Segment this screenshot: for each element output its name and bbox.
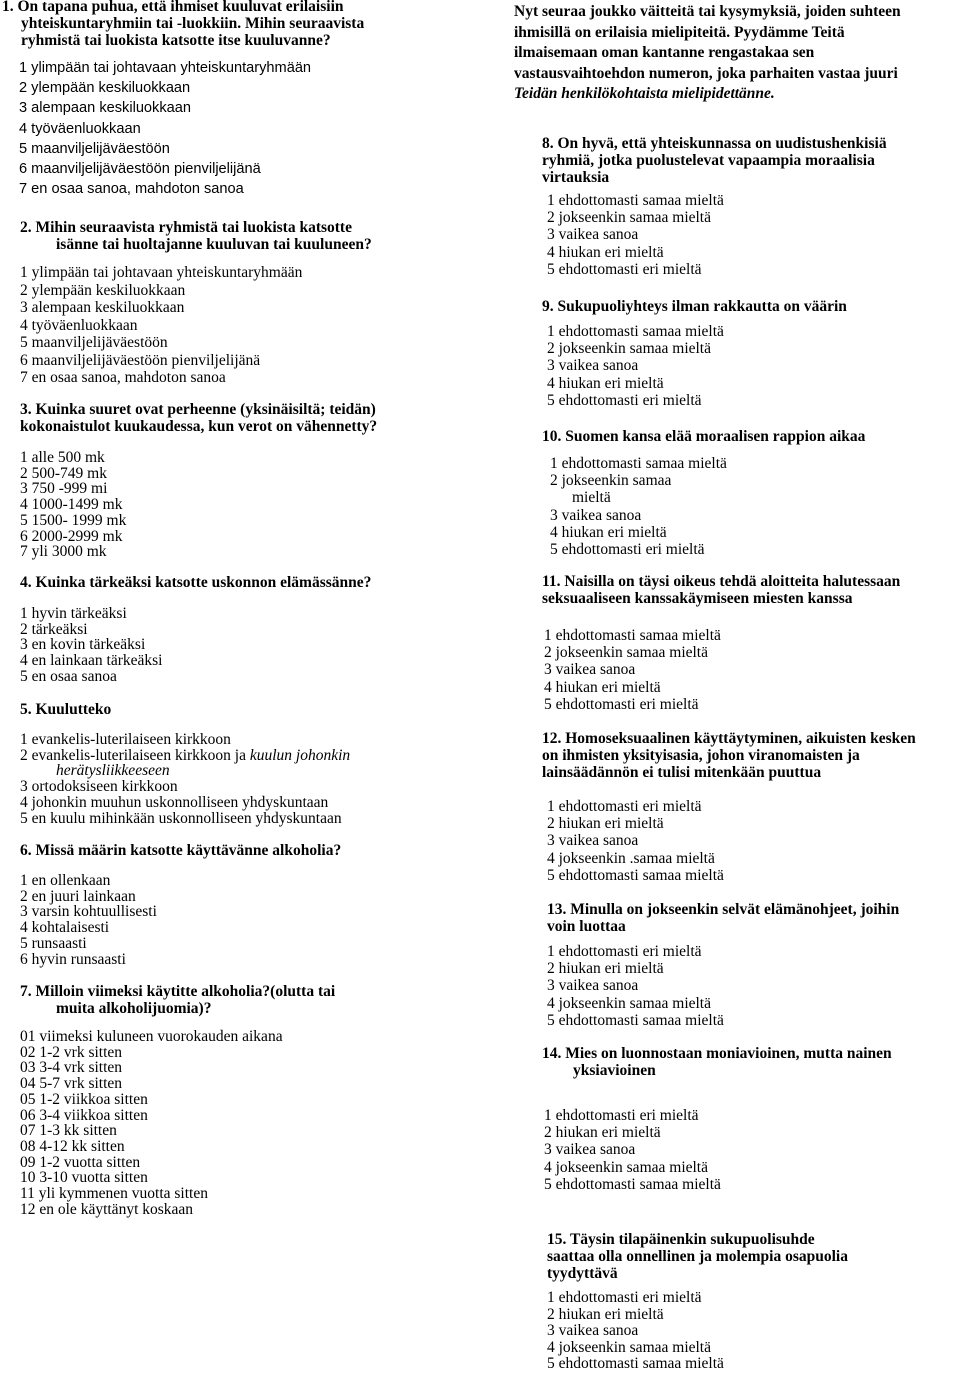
option[interactable]: 08 4-12 kk sitten bbox=[20, 1137, 125, 1155]
option[interactable]: 4 hiukan eri mieltä bbox=[550, 523, 667, 541]
question-11-title-line: 11. Naisilla on täysi oikeus tehdä aloitteita halutessaan bbox=[542, 573, 901, 590]
option[interactable]: 6 maanviljelijäväestöön pienviljelijänä bbox=[20, 351, 261, 369]
option[interactable]: 4 hiukan eri mieltä bbox=[547, 374, 664, 392]
question-5-options bbox=[20, 732, 350, 826]
option[interactable]: 2 en juuri lainkaan bbox=[20, 887, 136, 905]
question-14-options bbox=[544, 1107, 721, 1193]
question-6-options bbox=[20, 873, 157, 967]
option[interactable]: 1 ehdottomasti eri mieltä bbox=[547, 943, 702, 960]
question-15-title-line: 15. Täysin tilapäinenkin sukupuolisuhde bbox=[547, 1231, 815, 1248]
option[interactable]: 1 ehdottomasti samaa mieltä bbox=[547, 323, 724, 340]
instructions-line: ilmaisemaan oman kantanne rengastakaa sen bbox=[514, 44, 815, 61]
option-italic-text: kuulun johonkin bbox=[249, 746, 351, 764]
question-7-title-line: 7. Milloin viimeksi käytitte alkoholia?(olutta tai bbox=[20, 983, 336, 1000]
question-1-title-line: 1. On tapana puhua, että ihmiset kuuluvat erilaisiin bbox=[2, 0, 344, 15]
question-13-title-line: 13. Minulla on jokseenkin selvät elämänohjeet, joihin bbox=[547, 901, 900, 918]
option[interactable]: 1 ehdottomasti eri mieltä bbox=[544, 1107, 699, 1124]
option[interactable]: 1 ylimpään tai johtavaan yhteiskuntaryhmään bbox=[20, 264, 303, 281]
option[interactable]: 05 1-2 viikkoa sitten bbox=[20, 1090, 148, 1108]
option[interactable]: 3 ortodoksiseen kirkkoon bbox=[20, 778, 178, 796]
question-4-title-line: 4. Kuinka tärkeäksi katsotte uskonnon elämässänne? bbox=[20, 574, 372, 591]
option[interactable]: 4 johonkin muuhun uskonnolliseen yhdyskuntaan bbox=[20, 793, 329, 811]
option[interactable]: 7 en osaa sanoa, mahdoton sanoa bbox=[19, 181, 244, 198]
question-10-options bbox=[550, 455, 727, 558]
option[interactable]: 5 ehdottomasti samaa mieltä bbox=[547, 1355, 724, 1373]
question-1-title bbox=[2, 0, 364, 49]
option[interactable]: 11 yli kymmenen vuotta sitten bbox=[20, 1185, 208, 1203]
option[interactable]: 2 500-749 mk bbox=[20, 464, 107, 482]
option[interactable]: 2 hiukan eri mieltä bbox=[547, 815, 664, 833]
option[interactable]: 7 en osaa sanoa, mahdoton sanoa bbox=[20, 369, 226, 386]
instructions-line: vastausvaihtoehdon numeron, joka parhaiten vastaa juuri bbox=[514, 64, 898, 82]
option[interactable]: 2 ylempään keskiluokkaan bbox=[19, 80, 191, 97]
instructions-line: ihmisillä on erilaisia mielipiteitä. Pyydämme Teitä bbox=[514, 23, 845, 41]
option[interactable]: 02 1-2 vrk sitten bbox=[20, 1043, 123, 1061]
question-13-options bbox=[547, 943, 724, 1029]
option[interactable]: 5 en osaa sanoa bbox=[20, 667, 117, 685]
option-continuation: mieltä bbox=[572, 489, 611, 507]
option[interactable]: 5 ehdottomasti eri mieltä bbox=[547, 391, 702, 409]
option[interactable]: 2 hiukan eri mieltä bbox=[547, 1305, 664, 1323]
question-7-title-line: muita alkoholijuomia)? bbox=[56, 1000, 212, 1017]
question-8-options bbox=[547, 192, 724, 278]
option[interactable]: 1 en ollenkaan bbox=[20, 872, 111, 889]
option[interactable]: 1 evankelis-luterilaiseen kirkkoon bbox=[20, 731, 231, 748]
question-4-title bbox=[20, 574, 371, 591]
option[interactable]: 3 en kovin tärkeäksi bbox=[20, 636, 146, 654]
option[interactable]: 5 ehdottomasti eri mieltä bbox=[544, 695, 699, 713]
question-13-title bbox=[547, 901, 899, 935]
question-1-title-line: yhteiskuntaryhmiin tai -luokkiin. Mihin seuraavista bbox=[21, 15, 365, 32]
option[interactable]: 2 hiukan eri mieltä bbox=[547, 960, 664, 978]
option[interactable]: 4 hiukan eri mieltä bbox=[547, 243, 664, 261]
question-10-title bbox=[542, 428, 865, 445]
question-4-options bbox=[20, 606, 162, 685]
option[interactable]: 2 hiukan eri mieltä bbox=[544, 1124, 661, 1142]
option[interactable]: 5 ehdottomasti samaa mieltä bbox=[547, 1011, 724, 1029]
option[interactable]: 1 ehdottomasti samaa mieltä bbox=[547, 192, 724, 209]
option[interactable]: 2 jokseenkin samaa mieltä bbox=[544, 644, 708, 662]
option[interactable]: 4 jokseenkin .samaa mieltä bbox=[547, 849, 715, 867]
option[interactable]: 01 viimeksi kuluneen vuorokauden aikana bbox=[20, 1028, 283, 1045]
option[interactable]: 4 1000-1499 mk bbox=[20, 496, 123, 514]
question-3-title bbox=[20, 401, 377, 435]
question-14-title bbox=[542, 1045, 892, 1079]
option[interactable]: 4 työväenluokkaan bbox=[20, 316, 138, 334]
option[interactable]: 4 jokseenkin samaa mieltä bbox=[547, 994, 711, 1012]
question-14-title-line: yksiavioinen bbox=[573, 1062, 656, 1079]
option[interactable] bbox=[20, 748, 350, 764]
question-8-title-line: ryhmiä, jotka puolustelevat vapaampia moraalisia bbox=[542, 152, 875, 169]
option[interactable]: 6 hyvin runsaasti bbox=[20, 950, 126, 968]
option[interactable]: 7 yli 3000 mk bbox=[20, 543, 107, 561]
question-2-title-line: 2. Mihin seuraavista ryhmistä tai luokista katsotte bbox=[20, 219, 352, 236]
question-6-title-line: 6. Missä määrin katsotte käyttävänne alkoholia? bbox=[20, 842, 342, 859]
option[interactable]: 5 ehdottomasti samaa mieltä bbox=[544, 1175, 721, 1193]
question-1-options bbox=[19, 58, 311, 199]
option[interactable]: 1 hyvin tärkeäksi bbox=[20, 605, 127, 622]
option[interactable]: 6 maanviljelijäväestöön pienviljelijänä bbox=[19, 161, 261, 178]
instructions-line: Nyt seuraa joukko väitteitä tai kysymyksiä, joiden suhteen bbox=[514, 3, 901, 20]
option[interactable]: 4 jokseenkin samaa mieltä bbox=[544, 1158, 708, 1176]
question-7-options bbox=[20, 1029, 283, 1217]
option-text: 2 evankelis-luterilaiseen kirkkoon ja bbox=[20, 746, 246, 764]
option[interactable]: 1 ehdottomasti samaa mieltä bbox=[544, 627, 721, 644]
question-1-title-line: ryhmistä tai luokista katsotte itse kuuluvanne? bbox=[21, 32, 331, 49]
question-12-title-line: on ihmisten yksityisasia, johon viranomaisten ja bbox=[542, 747, 860, 764]
option[interactable]: 3 alempaan keskiluokkaan bbox=[19, 100, 191, 117]
instructions-line: Teidän henkilökohtaista mielipidettänne. bbox=[514, 85, 775, 102]
option[interactable]: 6 2000-2999 mk bbox=[20, 527, 123, 545]
option[interactable]: 4 jokseenkin samaa mieltä bbox=[547, 1338, 711, 1356]
question-9-options bbox=[547, 323, 724, 409]
question-2-options bbox=[20, 264, 302, 387]
option-continuation: herätysliikkeeseen bbox=[56, 762, 170, 780]
question-12-options bbox=[547, 798, 724, 884]
option[interactable]: 5 maanviljelijäväestöön bbox=[20, 334, 168, 351]
question-3-title-line: kokonaistulot kuukaudessa, kun verot on vähennetty? bbox=[20, 418, 378, 435]
option[interactable]: 3 alempaan keskiluokkaan bbox=[20, 299, 185, 316]
question-14-title-line: 14. Mies on luonnostaan moniavioinen, mutta nainen bbox=[542, 1045, 892, 1062]
option[interactable]: 3 vaikea sanoa bbox=[547, 226, 639, 244]
question-10-title-line: 10. Suomen kansa elää moraalisen rappion aikaa bbox=[542, 428, 866, 445]
question-8-title bbox=[542, 135, 887, 186]
question-15-title-line: saattaa olla onnellinen ja molempia osapuolia bbox=[547, 1248, 848, 1265]
option[interactable]: 5 1500- 1999 mk bbox=[20, 511, 127, 529]
question-2-title-line: isänne tai huoltajanne kuuluvan tai kuuluneen? bbox=[56, 236, 372, 253]
question-3-options bbox=[20, 450, 126, 560]
option[interactable]: 07 1-3 kk sitten bbox=[20, 1122, 117, 1140]
question-5-title bbox=[20, 701, 111, 718]
question-12-title bbox=[542, 730, 916, 781]
question-15-title-line: tyydyttävä bbox=[547, 1265, 618, 1282]
option[interactable]: 2 tärkeäksi bbox=[20, 620, 88, 638]
option[interactable]: 4 en lainkaan tärkeäksi bbox=[20, 652, 163, 670]
option[interactable]: 10 3-10 vuotta sitten bbox=[20, 1169, 148, 1187]
option[interactable]: 4 hiukan eri mieltä bbox=[544, 678, 661, 696]
question-2-title bbox=[20, 219, 372, 253]
question-13-title-line: voin luottaa bbox=[547, 918, 626, 935]
option[interactable]: 3 vaikea sanoa bbox=[547, 357, 639, 375]
question-15-title bbox=[547, 1231, 848, 1282]
option[interactable]: 3 vaikea sanoa bbox=[547, 832, 639, 850]
option[interactable]: 5 maanviljelijäväestöön bbox=[19, 140, 170, 157]
question-5-title-line: 5. Kuulutteko bbox=[20, 701, 112, 718]
option[interactable]: 12 en ole käyttänyt koskaan bbox=[20, 1200, 194, 1218]
option[interactable]: 09 1-2 vuotta sitten bbox=[20, 1153, 141, 1171]
option[interactable]: 5 ehdottomasti eri mieltä bbox=[547, 260, 702, 278]
question-6-title bbox=[20, 842, 341, 859]
question-9-title bbox=[542, 298, 847, 315]
option[interactable]: 5 runsaasti bbox=[20, 934, 87, 952]
option[interactable]: 5 en kuulu mihinkään uskonnolliseen yhdyskuntaan bbox=[20, 809, 342, 827]
option[interactable]: 2 jokseenkin samaa mieltä bbox=[547, 209, 711, 227]
option[interactable]: 3 750 -999 mi bbox=[20, 480, 108, 498]
option[interactable]: 1 ehdottomasti samaa mieltä bbox=[550, 455, 727, 472]
option[interactable]: 2 jokseenkin samaa mieltä bbox=[547, 340, 711, 358]
question-12-title-line: 12. Homoseksuaalinen käyttäytyminen, aikuisten kesken bbox=[542, 730, 916, 747]
question-11-title-line: seksuaaliseen kanssakäymiseen miesten kanssa bbox=[542, 590, 853, 607]
option[interactable]: 1 ehdottomasti eri mieltä bbox=[547, 1289, 702, 1306]
question-3-title-line: 3. Kuinka suuret ovat perheenne (yksinäisiltä; teidän) bbox=[20, 401, 376, 418]
option[interactable]: 4 kohtalaisesti bbox=[20, 919, 110, 937]
question-7-title bbox=[20, 983, 335, 1017]
option[interactable]: 5 ehdottomasti samaa mieltä bbox=[547, 866, 724, 884]
option[interactable]: 2 jokseenkin samaa bbox=[550, 472, 672, 490]
question-11-options bbox=[544, 627, 721, 713]
instructions bbox=[514, 2, 901, 105]
option[interactable]: 3 vaikea sanoa bbox=[544, 661, 636, 679]
option[interactable]: 4 työväenluokkaan bbox=[19, 120, 141, 137]
option[interactable]: 3 varsin kohtuullisesti bbox=[20, 903, 157, 921]
option[interactable]: 1 ylimpään tai johtavaan yhteiskuntaryhmään bbox=[19, 60, 312, 76]
option[interactable]: 1 alle 500 mk bbox=[20, 449, 105, 466]
option[interactable]: 03 3-4 vrk sitten bbox=[20, 1059, 123, 1077]
option[interactable]: 5 ehdottomasti eri mieltä bbox=[550, 541, 705, 559]
option[interactable]: 1 ehdottomasti eri mieltä bbox=[547, 798, 702, 815]
option[interactable]: 3 vaikea sanoa bbox=[547, 1322, 639, 1340]
question-9-title-line: 9. Sukupuoliyhteys ilman rakkautta on väärin bbox=[542, 298, 847, 315]
question-15-options bbox=[547, 1290, 724, 1373]
option[interactable]: 2 ylempään keskiluokkaan bbox=[20, 281, 186, 299]
option[interactable]: 3 vaikea sanoa bbox=[544, 1141, 636, 1159]
question-8-title-line: 8. On hyvä, että yhteiskunnassa on uudistushenkisiä bbox=[542, 135, 887, 152]
question-8-title-line: virtauksia bbox=[542, 169, 610, 186]
option[interactable]: 3 vaikea sanoa bbox=[547, 977, 639, 995]
option[interactable]: 3 vaikea sanoa bbox=[550, 506, 642, 524]
question-11-title bbox=[542, 573, 900, 607]
question-12-title-line: lainsäädännön ei tulisi mitenkään puuttua bbox=[542, 764, 822, 781]
option[interactable]: 06 3-4 viikkoa sitten bbox=[20, 1106, 148, 1124]
option[interactable]: 04 5-7 vrk sitten bbox=[20, 1075, 123, 1093]
